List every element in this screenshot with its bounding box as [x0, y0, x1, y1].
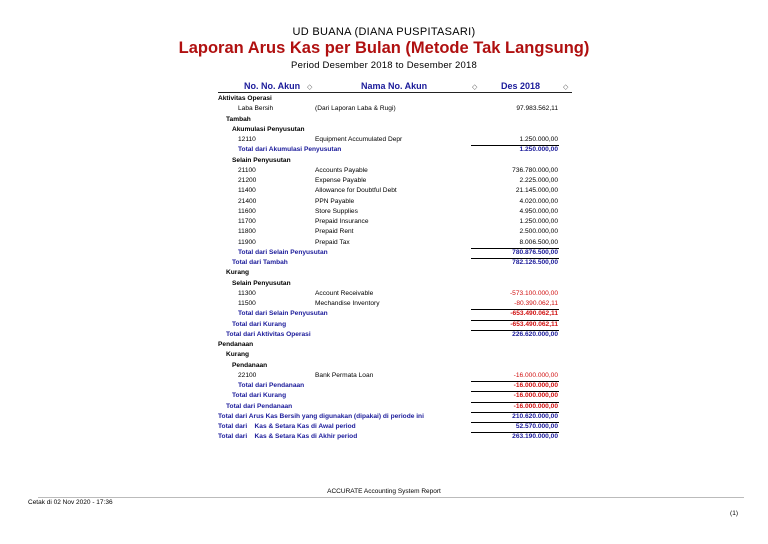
- subtotal-rule: [471, 309, 559, 310]
- account-name: Prepaid Rent: [315, 228, 354, 236]
- col-header-account-no[interactable]: No. No. Akun: [244, 81, 301, 91]
- account-name: Bank Permata Loan: [315, 371, 374, 379]
- subtotal-rule: [471, 391, 559, 392]
- report-title: Laporan Arus Kas per Bulan (Metode Tak Langsung): [178, 39, 590, 57]
- group-label: Tambah: [226, 115, 251, 123]
- group-label: Pendanaan: [218, 341, 254, 348]
- account-code: 21400: [238, 197, 257, 205]
- subtotal-rule: [471, 145, 559, 146]
- group-heading-row: [0, 94, 768, 104]
- group-heading-row: [0, 268, 768, 278]
- amount-value: 97.983.562,11: [516, 105, 558, 113]
- account-row: [0, 176, 768, 186]
- total-label: Total dari Pendanaan: [238, 382, 305, 389]
- amount-value: 4.950.000,00: [519, 207, 558, 215]
- account-row: [0, 299, 768, 309]
- amount-value: -16.000.000,00: [513, 382, 558, 389]
- group-heading-row: [0, 350, 768, 360]
- total-row: [0, 432, 768, 442]
- group-label: Kurang: [226, 269, 250, 277]
- amount-value: -80.390.062,11: [514, 300, 558, 307]
- amount-value: 210.620.000,00: [512, 412, 558, 420]
- amount-value: -653.490.062,11: [510, 310, 558, 318]
- sort-icon[interactable]: ◇: [307, 84, 313, 91]
- amount-value: 2.500.000,00: [519, 228, 558, 236]
- sort-icon[interactable]: ◇: [563, 84, 569, 91]
- group-label: Selain Penyusutan: [232, 156, 291, 164]
- amount-value: 21.145.000,00: [515, 187, 558, 195]
- amount-value: 780.876.500,00: [512, 248, 558, 256]
- total-label: Total dari Akumulasi Penyusutan: [238, 146, 342, 154]
- group-heading-row: [0, 279, 768, 289]
- account-code: 21100: [238, 166, 256, 174]
- account-name: PPN Payable: [315, 197, 355, 205]
- total-row: [0, 391, 768, 401]
- total-label: Total dari Aktivitas Operasi: [226, 330, 311, 338]
- subtotal-rule: [471, 412, 559, 413]
- page-number: (1): [730, 510, 738, 517]
- total-label: Total dari Kas & Setara Kas di Akhir period: [218, 433, 358, 441]
- total-row: [0, 145, 768, 155]
- total-row: [0, 330, 768, 340]
- account-row: [0, 238, 768, 248]
- group-heading-row: [0, 361, 768, 371]
- account-code: 21200: [238, 177, 257, 184]
- account-row: [0, 371, 768, 381]
- subtotal-rule: [471, 381, 559, 382]
- amount-value: -16.000.000,00: [513, 392, 558, 400]
- group-heading-row: [0, 115, 768, 125]
- account-code: 11500: [238, 300, 256, 307]
- amount-value: 2.225.000,00: [519, 177, 558, 184]
- account-row: [0, 207, 768, 217]
- total-row: [0, 422, 768, 432]
- amount-value: 1.250.000,00: [519, 146, 558, 154]
- group-heading-row: [0, 340, 768, 350]
- subtotal-rule: [471, 320, 559, 321]
- amount-value: 782.126.500,00: [512, 259, 558, 266]
- footer-printed-date: Cetak di 02 Nov 2020 - 17:36: [28, 499, 113, 506]
- account-code: 11700: [238, 218, 256, 225]
- total-row: [0, 309, 768, 319]
- group-label: Selain Penyusutan: [232, 279, 291, 287]
- total-label: Total dari Selain Penyusutan: [238, 248, 328, 256]
- total-row: [0, 248, 768, 258]
- group-label: Pendanaan: [232, 361, 268, 369]
- sort-icon[interactable]: ◇: [472, 84, 478, 91]
- account-code: 12110: [238, 136, 256, 143]
- amount-value: 736.780.000,00: [512, 166, 558, 174]
- col-header-account-name[interactable]: Nama No. Akun: [361, 81, 428, 91]
- group-label: Aktivitas Operasi: [218, 95, 272, 102]
- account-row: [0, 186, 768, 196]
- account-name: Store Supplies: [315, 207, 358, 215]
- subtotal-rule: [471, 258, 559, 259]
- total-label: Total dari Tambah: [232, 259, 288, 266]
- total-label: Total dari Selain Penyusutan: [238, 310, 328, 318]
- account-name: Account Receivable: [315, 289, 374, 297]
- col-header-month[interactable]: Des 2018: [501, 81, 541, 91]
- account-row: [0, 217, 768, 227]
- account-row: [0, 227, 768, 237]
- subtotal-rule: [471, 248, 559, 249]
- amount-value: -573.100.000,00: [509, 289, 558, 297]
- footer-rule: [38, 497, 744, 498]
- subtotal-rule: [471, 402, 559, 403]
- amount-value: -16.000.000,00: [513, 371, 558, 379]
- group-label: Akumulasi Penyusutan: [232, 125, 305, 133]
- account-name: Prepaid Insurance: [315, 218, 369, 225]
- header-rule: [218, 92, 572, 93]
- account-name: Equipment Accumulated Depr: [315, 136, 403, 143]
- account-code: 11900: [238, 238, 256, 246]
- total-row: [0, 320, 768, 330]
- report-period: Period Desember 2018 to Desember 2018: [291, 60, 477, 71]
- account-row: [0, 104, 768, 114]
- amount-value: -653.490.062,11: [510, 320, 558, 328]
- account-row: [0, 289, 768, 299]
- account-name: Allowance for Doubtful Debt: [315, 187, 397, 195]
- account-code: 11800: [238, 228, 256, 236]
- amount-value: 263.190.000,00: [512, 433, 558, 441]
- group-heading-row: [0, 125, 768, 135]
- subtotal-rule: [471, 422, 559, 423]
- amount-value: -16.000.000,00: [513, 402, 558, 410]
- amount-value: 4.020.000,00: [519, 197, 558, 205]
- amount-value: 226.620.000,00: [512, 330, 558, 338]
- total-label: Total dari Pendanaan: [226, 402, 293, 410]
- account-row: [0, 197, 768, 207]
- total-row: [0, 412, 768, 422]
- amount-value: 52.570.000,00: [515, 423, 558, 430]
- subtotal-rule: [471, 432, 559, 433]
- total-row: [0, 381, 768, 391]
- footer-system: ACCURATE Accounting System Report: [327, 488, 441, 495]
- account-name: Accounts Payable: [315, 166, 368, 174]
- total-row: [0, 258, 768, 268]
- account-code: 11400: [238, 187, 256, 195]
- account-name: (Dari Laporan Laba & Rugi): [315, 105, 396, 113]
- total-label: Total dari Kurang: [232, 320, 287, 328]
- company-name: UD BUANA (DIANA PUSPITASARI): [292, 26, 476, 38]
- account-code: 11600: [238, 207, 256, 215]
- account-code: 11300: [238, 289, 256, 297]
- total-label: Total dari Kurang: [232, 392, 287, 400]
- account-name: Mechandise Inventory: [315, 300, 380, 307]
- amount-value: 1.250.000,00: [519, 218, 558, 225]
- amount-value: 8.006.500,00: [519, 238, 558, 246]
- group-heading-row: [0, 156, 768, 166]
- amount-value: 1.250.000,00: [519, 136, 558, 143]
- account-code: Laba Bersih: [238, 105, 274, 113]
- total-label: Total dari Arus Kas Bersih yang digunakan (dipakai) di periode ini: [218, 412, 424, 420]
- group-label: Kurang: [226, 351, 250, 359]
- total-label: Total dari Kas & Setara Kas di Awal period: [218, 423, 356, 430]
- account-row: [0, 166, 768, 176]
- subtotal-rule: [471, 330, 559, 331]
- account-name: Prepaid Tax: [315, 238, 350, 246]
- total-row: [0, 402, 768, 412]
- account-name: Expense Payable: [315, 177, 367, 184]
- account-row: [0, 135, 768, 145]
- account-code: 22100: [238, 371, 257, 379]
